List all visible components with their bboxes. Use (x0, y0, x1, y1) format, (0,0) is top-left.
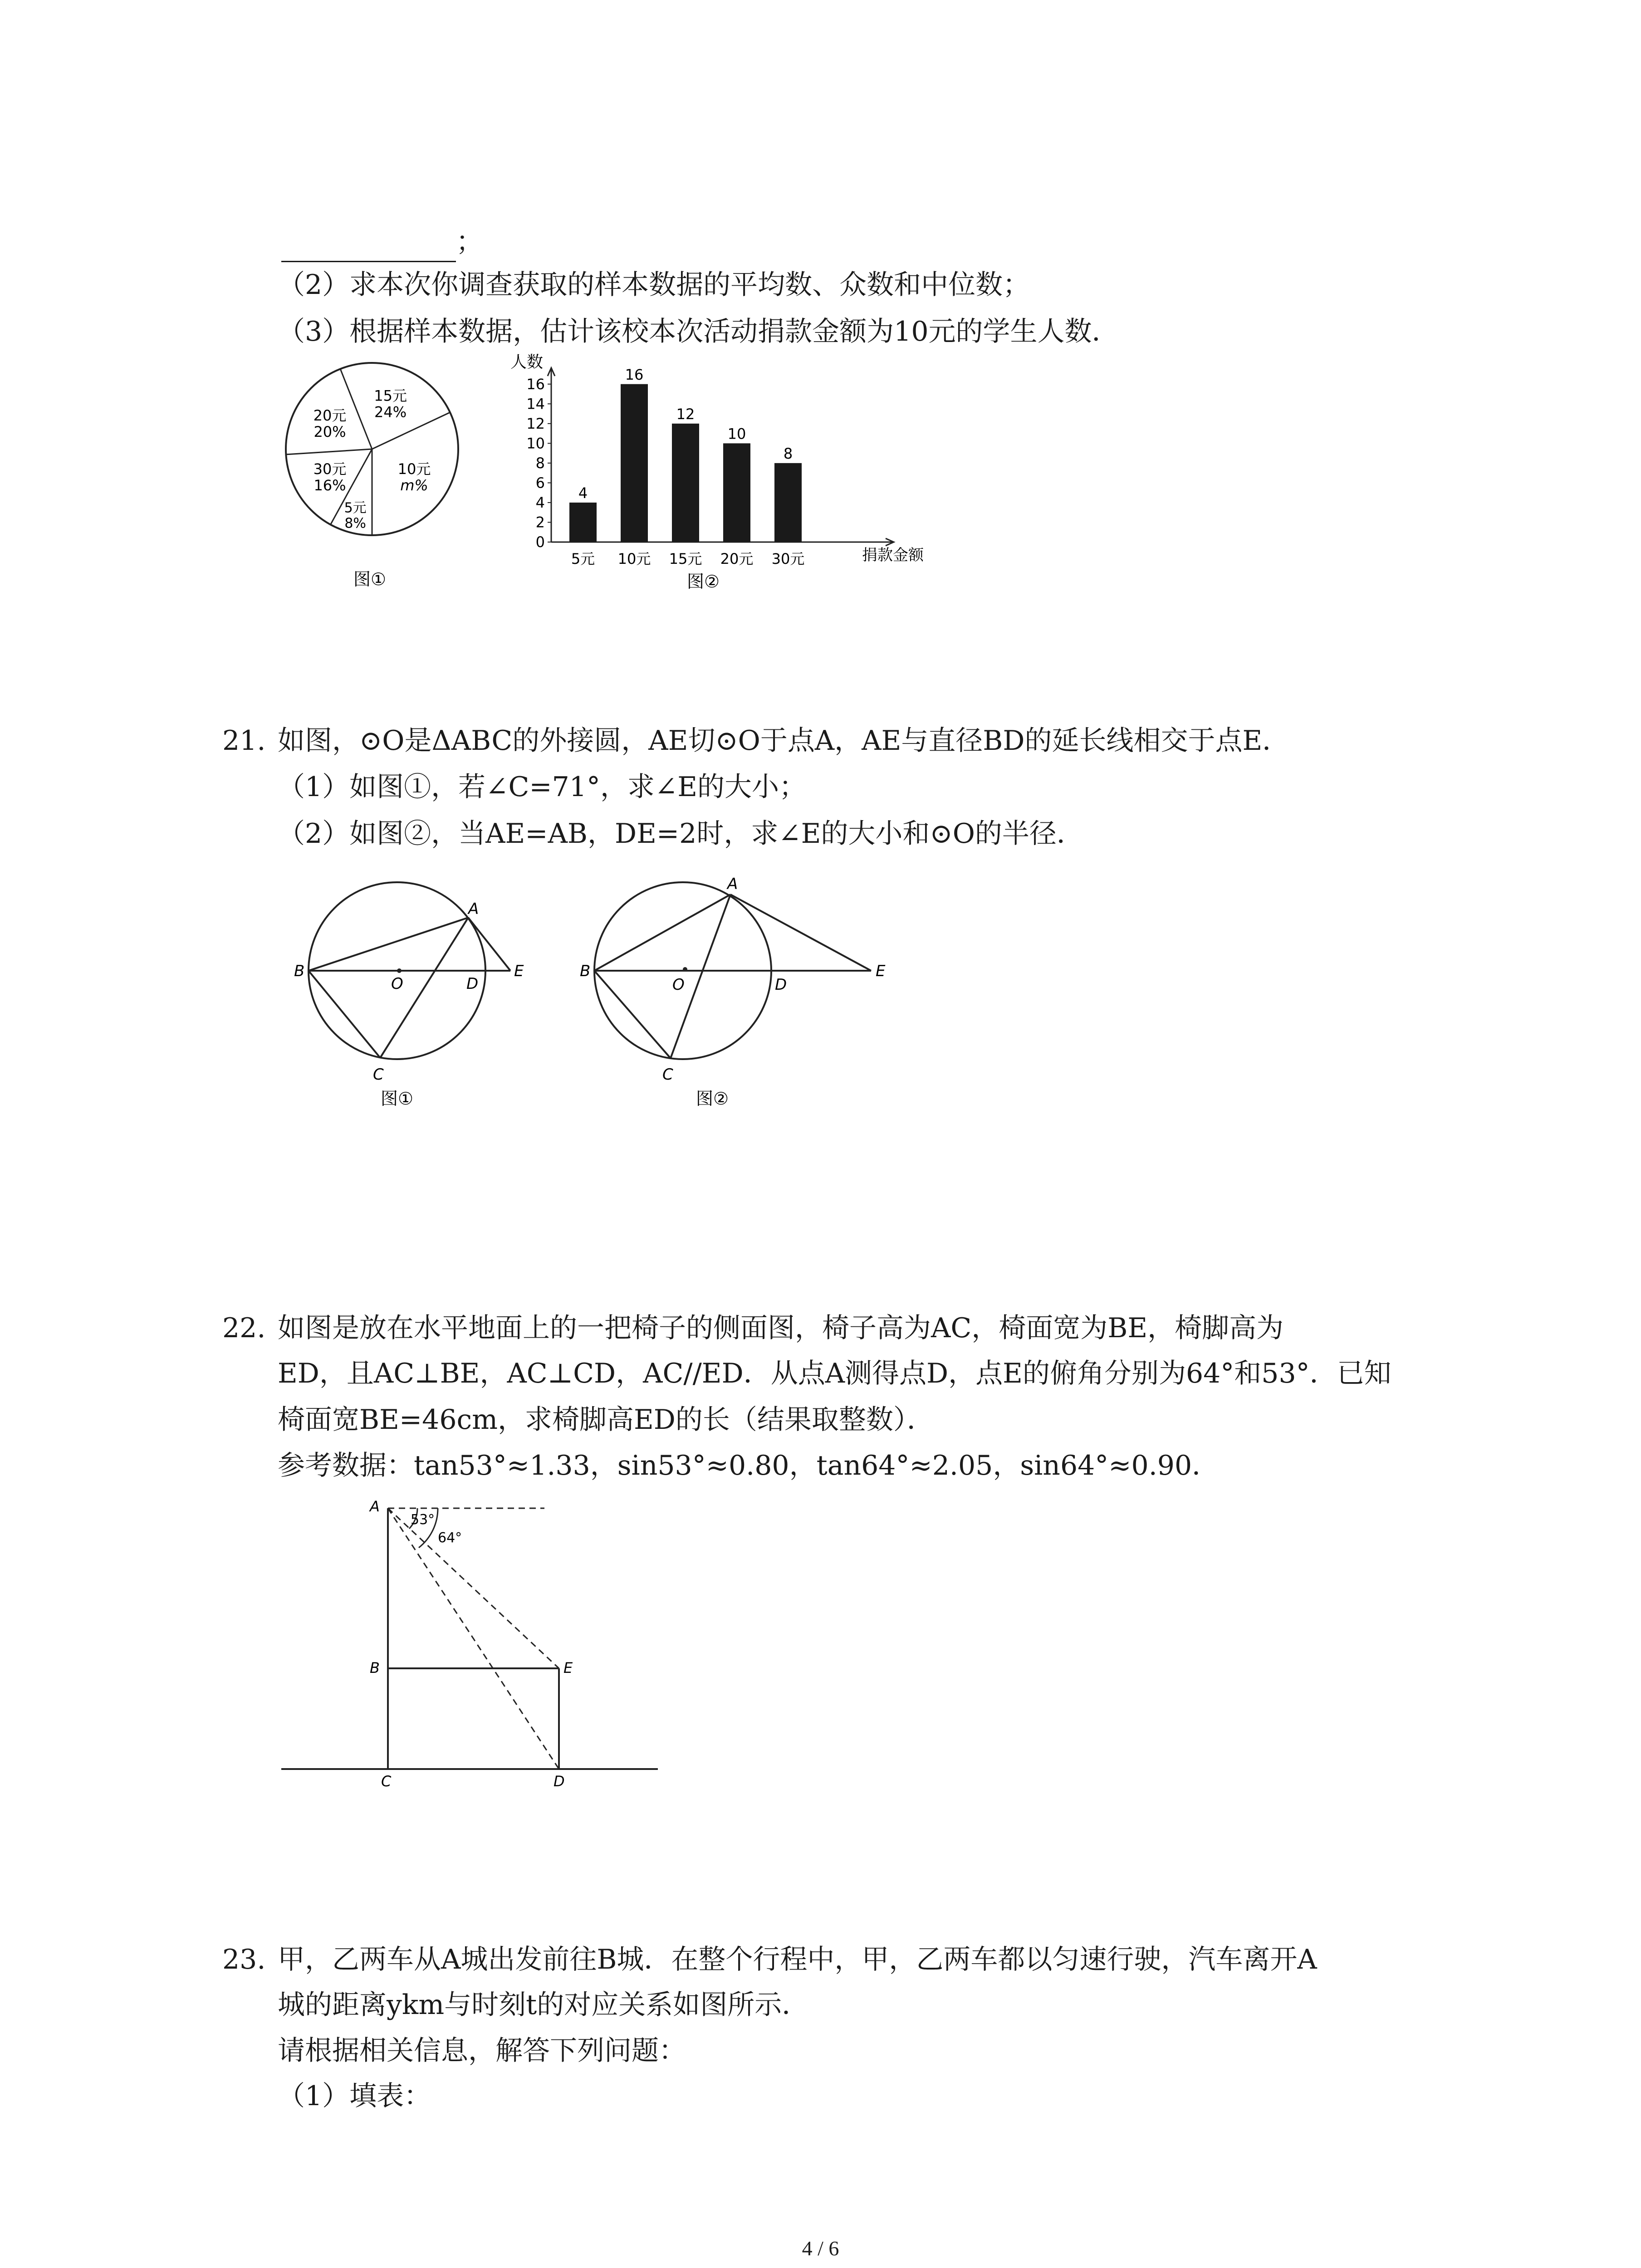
point-label-A: A (370, 1498, 380, 1515)
point-label-O: O (672, 976, 685, 994)
q21-number: 21. (222, 725, 266, 757)
pie-slice-percent: 8% (344, 515, 366, 532)
x-tick-label: 5元 (571, 550, 595, 567)
bar (774, 463, 802, 542)
q23-line3: 请根据相关信息，解答下列问题： (278, 2035, 686, 2067)
point-label-D: D (775, 976, 787, 994)
bar-caption: 图② (686, 572, 720, 591)
circle-figure-1 (290, 880, 544, 1116)
pie-slice-percent: m% (400, 477, 428, 494)
y-tick-label: 6 (535, 474, 545, 492)
y-tick-label: 2 (535, 513, 545, 531)
q21-part2: （2）如图②，当AE=AB，DE=2时，求∠E的大小和⊙O的半径． (278, 818, 1084, 850)
pie-caption: 图① (353, 569, 387, 589)
q21-stem: 如图，⊙O是ΔABC的外接圆，AE切⊙O于点A，AE与直径BD的延长线相交于点E． (278, 725, 1290, 757)
pie-slice-percent: 24% (374, 403, 407, 421)
x-tick-label: 15元 (669, 550, 702, 567)
pie-slice-percent: 20% (314, 423, 346, 440)
point-label-D: D (466, 975, 479, 993)
point-label-E: E (563, 1659, 573, 1677)
point-label-B: B (370, 1659, 380, 1677)
circle-figure-2 (576, 869, 903, 1116)
x-tick-label: 10元 (617, 550, 651, 567)
chair-figure (277, 1492, 685, 1792)
bar-chart-xlabel: 捐款金额 (862, 546, 924, 564)
bar (621, 384, 648, 542)
y-tick-label: 10 (526, 435, 545, 452)
point-label-O: O (391, 975, 403, 993)
point-label-D: D (554, 1773, 565, 1790)
blank-semicolon: ； (456, 226, 483, 258)
bar-value-label: 16 (625, 366, 644, 383)
bar-value-label: 12 (676, 405, 695, 423)
y-tick-label: 8 (535, 454, 545, 472)
x-tick-label: 30元 (771, 550, 805, 567)
q23-number: 23. (222, 1944, 266, 1975)
bar-value-label: 10 (727, 425, 746, 443)
page-number: 4 / 6 (802, 2237, 839, 2260)
pie-chart (272, 354, 472, 590)
q23-line1: 甲，乙两车从A城出发前往B城．在整个行程中，甲，乙两车都以匀速行驶，汽车离开A (278, 1944, 1317, 1975)
pie-slice-label: 5元 (344, 500, 367, 516)
point-label-A: A (468, 900, 479, 918)
q22-line3: 椅面宽BE=46cm，求椅脚高ED的长（结果取整数）． (278, 1404, 934, 1436)
y-tick-label: 0 (535, 533, 545, 551)
bar-value-label: 4 (578, 484, 588, 502)
fig2-caption: 图② (696, 1089, 729, 1109)
q23-line2: 城的距离ykm与时刻t的对应关系如图所示． (278, 1989, 809, 2021)
q23-part1: （1）填表： (278, 2080, 431, 2112)
x-tick-label: 20元 (720, 550, 754, 567)
q22-number: 22. (222, 1312, 266, 1344)
bar (723, 443, 750, 542)
pie-slice-label: 15元 (374, 387, 407, 405)
pie-slice-label: 10元 (397, 460, 431, 478)
pie-slice-label: 30元 (313, 460, 347, 478)
y-tick-label: 4 (535, 494, 545, 511)
y-tick-label: 16 (526, 375, 545, 393)
q20-part3: （3）根据样本数据，估计该校本次活动捐款金额为10元的学生人数． (278, 316, 1119, 347)
q22-line1: 如图是放在水平地面上的一把椅子的侧面图，椅子高为AC，椅面宽为BE，椅脚高为 (278, 1312, 1284, 1344)
pie-slice-label: 20元 (313, 407, 347, 424)
point-label-B: B (580, 962, 591, 980)
fig1-caption: 图① (380, 1089, 414, 1109)
point-label-C: C (381, 1773, 392, 1790)
bar-chart-ylabel: 人数 (510, 353, 544, 371)
point-label-E: E (514, 962, 524, 980)
point-label-C: C (373, 1066, 384, 1084)
point-label-A: A (727, 875, 738, 893)
angle-64-label: 64° (438, 1530, 462, 1546)
q20-part2: （2）求本次你调查获取的样本数据的平均数、众数和中位数； (278, 269, 1030, 301)
bar-value-label: 8 (783, 445, 793, 462)
q21-part1: （1）如图①，若∠C=71°，求∠E的大小； (278, 771, 807, 803)
bar (672, 424, 699, 542)
pie-slice-percent: 16% (314, 477, 346, 494)
q22-line2: ED，且AC⊥BE，AC⊥CD，AC//ED．从点A测得点D，点E的俯角分别为64°和53°．已知 (278, 1358, 1391, 1389)
q22-reference-data: 参考数据：tan53°≈1.33，sin53°≈0.80，tan64°≈2.05，sin64°≈0.90． (278, 1450, 1220, 1481)
bar-chart (504, 352, 924, 606)
answer-blank (281, 225, 456, 262)
point-label-E: E (876, 962, 886, 980)
bar (569, 503, 597, 542)
pie-slice-boundary (286, 449, 372, 455)
point-label-C: C (662, 1066, 673, 1084)
y-tick-label: 12 (526, 415, 545, 432)
point-label-B: B (294, 962, 305, 980)
angle-53-label: 53° (411, 1512, 435, 1528)
y-tick-label: 14 (526, 395, 545, 413)
